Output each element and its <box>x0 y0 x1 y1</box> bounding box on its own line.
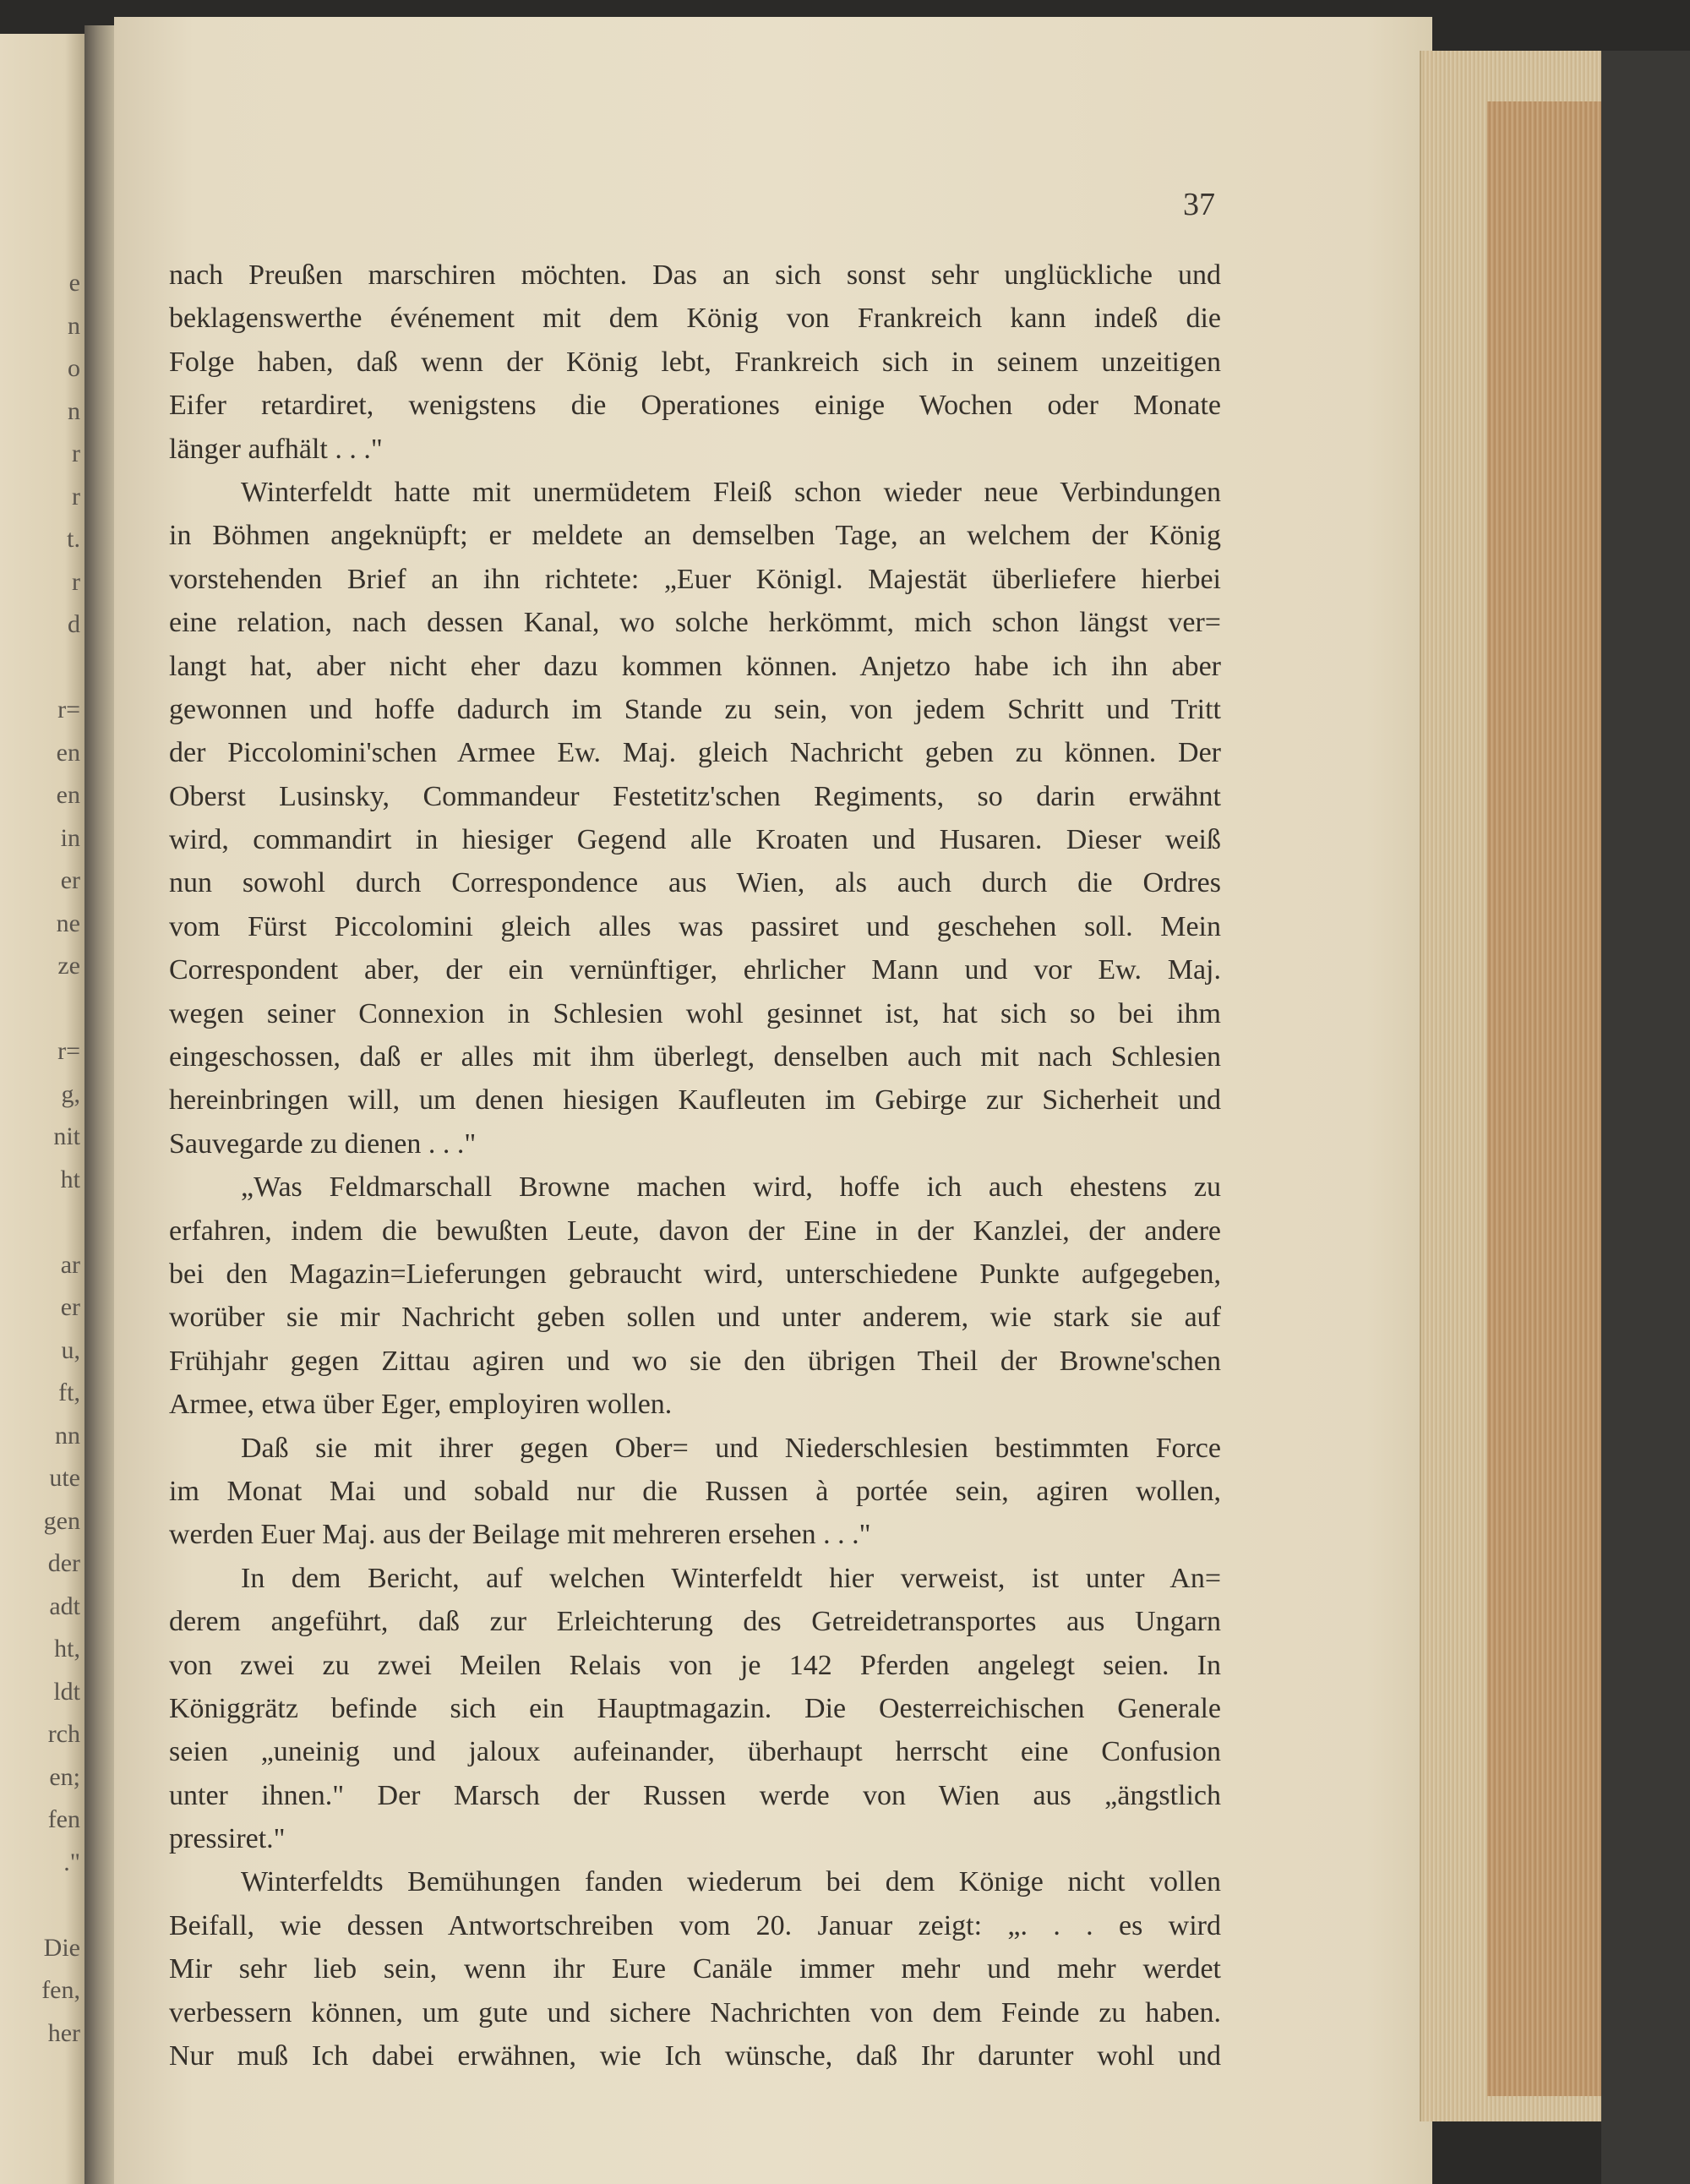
text-line: erfahren, indem die bewußten Leute, davon der Eine in der Kanzlei, der andere <box>169 1215 1221 1247</box>
page-edges-shadow <box>1487 101 1601 2096</box>
text-line: Daß sie mit ihrer gegen Ober= und Niederschlesien bestimmten Force <box>241 1432 1221 1464</box>
text-line: vorstehenden Brief an ihn richtete: „Euer Königl. Majestät überliefere hierbei <box>169 563 1221 595</box>
text-line: eingeschossen, daß er alles mit ihm überlegt, denselben auch mit nach Schlesien <box>169 1041 1221 1073</box>
facing-page-line-fragment: u, <box>61 1335 80 1364</box>
text-line: bei den Magazin=Lieferungen gebraucht wird, unterschiedene Punkte aufgegeben, <box>169 1258 1221 1290</box>
text-line: Eifer retardiret, wenigstens die Operationes einige Wochen oder Monate <box>169 390 1221 422</box>
text-line: Armee, etwa über Eger, employiren wollen. <box>169 1389 673 1421</box>
body-text <box>169 254 1221 2078</box>
book-cover-edge <box>1601 51 1690 2184</box>
facing-page-line-fragment: ne <box>56 909 80 937</box>
facing-page-line-fragment: e <box>68 269 80 297</box>
facing-page-line-fragment: en <box>56 738 80 767</box>
text-line: derem angeführt, daß zur Erleichterung des Getreidetransportes aus Ungarn <box>169 1606 1221 1638</box>
facing-page-line-fragment: der <box>47 1549 80 1577</box>
text-line: beklagenswerthe événement mit dem König von Frankreich kann indeß die <box>169 303 1221 335</box>
facing-page-line-fragment: er <box>60 1293 80 1321</box>
text-line: Nur muß Ich dabei erwähnen, wie Ich wünsche, daß Ihr darunter wohl und <box>169 2040 1221 2072</box>
facing-page-line-fragment: r= <box>57 696 80 723</box>
text-line: Winterfeldt hatte mit unermüdetem Fleiß schon wieder neue Verbindungen <box>241 476 1221 508</box>
facing-page-line-fragment: nit <box>53 1122 80 1150</box>
facing-page-line-fragment: her <box>47 2018 80 2047</box>
text-line: Königgrätz befinde sich ein Hauptmagazin. Die Oesterreichischen Generale <box>169 1692 1221 1724</box>
facing-page-line-fragment: rch <box>47 1720 80 1748</box>
text-line: Mir sehr lieb sein, wenn ihr Eure Canäle immer mehr und mehr werdet <box>169 1953 1221 1985</box>
facing-page-line-fragment: g, <box>61 1079 80 1108</box>
facing-page-line-fragment: n <box>68 311 80 340</box>
facing-page-line-fragment: adt <box>49 1592 80 1620</box>
facing-page-line-fragment: r <box>72 482 80 511</box>
facing-page-line-fragment: fen, <box>41 1976 80 2004</box>
text-line: der Piccolomini'schen Armee Ew. Maj. gleich Nachricht geben zu können. Der <box>169 737 1221 769</box>
text-line: nun sowohl durch Correspondence aus Wien, als auch durch die Ordres <box>169 867 1221 899</box>
facing-page-line-fragment: ft, <box>58 1379 80 1406</box>
facing-page-line-fragment: ute <box>49 1464 80 1492</box>
facing-page-line-fragment: ar <box>60 1250 80 1279</box>
text-line: eine relation, nach dessen Kanal, wo solche herkömmt, mich schon längst ver= <box>169 607 1221 639</box>
text-line: seien „uneinig und jaloux aufeinander, überhaupt herrscht eine Confusion <box>169 1736 1221 1768</box>
facing-page-line-fragment: en; <box>49 1762 80 1791</box>
text-line: Folge haben, daß wenn der König lebt, Frankreich sich in seinem unzeitigen <box>169 346 1221 378</box>
text-line: gewonnen und hoffe dadurch im Stande zu sein, von jedem Schritt und Tritt <box>169 693 1221 725</box>
facing-page-line-fragment: d <box>68 610 80 638</box>
page-number: 37 <box>1183 187 1215 222</box>
text-line: verbessern können, um gute und sichere Nachrichten von dem Feinde zu haben. <box>169 1996 1221 2028</box>
text-line: länger aufhält . . ." <box>169 433 383 465</box>
facing-page-line-fragment: in <box>60 823 80 852</box>
facing-page-line-fragment: fen <box>47 1805 80 1833</box>
facing-page-line-fragment: nn <box>55 1421 80 1450</box>
facing-page-line-fragment: r <box>72 567 80 596</box>
facing-page-line-fragment: ze <box>57 952 80 980</box>
facing-page-line-fragment: t. <box>67 525 80 553</box>
text-line: im Monat Mai und sobald nur die Russen à portée sein, agiren wollen, <box>169 1475 1221 1507</box>
facing-page-line-fragment: ht, <box>54 1635 80 1663</box>
text-line: Beifall, wie dessen Antwortschreiben vom 20. Januar zeigt: „. . . es wird <box>169 1909 1221 1941</box>
text-line: langt hat, aber nicht eher dazu kommen können. Anjetzo habe ich ihn aber <box>169 650 1221 682</box>
text-line: unter ihnen." Der Marsch der Russen werde von Wien aus „ängstlich <box>169 1779 1221 1811</box>
facing-page-line-fragment: r= <box>57 1037 80 1065</box>
facing-page-line-fragment: o <box>68 354 80 382</box>
text-line: vom Fürst Piccolomini gleich alles was passiret und geschehen soll. Mein <box>169 910 1221 942</box>
facing-page-line-fragment: n <box>68 396 80 425</box>
text-line: pressiret." <box>169 1823 286 1855</box>
facing-page-line-fragment: ht <box>60 1165 80 1193</box>
text-line: Correspondent aber, der ein vernünftiger, ehrlicher Mann und vor Ew. Maj. <box>169 954 1221 986</box>
facing-page-line-fragment: en <box>56 781 80 809</box>
facing-page-line-fragment: ldt <box>53 1677 80 1706</box>
text-line: Winterfeldts Bemühungen fanden wiederum bei dem Könige nicht vollen <box>241 1866 1221 1898</box>
text-line: in Böhmen angeknüpft; er meldete an demselben Tage, an welchem der König <box>169 520 1221 552</box>
text-line: hereinbringen will, um denen hiesigen Kaufleuten im Gebirge zur Sicherheit und <box>169 1084 1221 1117</box>
book-gutter <box>84 25 118 2184</box>
text-line: In dem Bericht, auf welchen Winterfeldt hier verweist, ist unter An= <box>241 1562 1221 1594</box>
text-line: Sauvegarde zu dienen . . ." <box>169 1127 477 1160</box>
facing-page-line-fragment: ." <box>63 1848 80 1876</box>
text-line: von zwei zu zwei Meilen Relais von je 142 Pferden angelegt seien. In <box>169 1649 1221 1681</box>
text-line: worüber sie mir Nachricht geben sollen und unter anderem, wie stark sie auf <box>169 1302 1221 1334</box>
text-line: wegen seiner Connexion in Schlesien wohl gesinnet ist, hat sich so bei ihm <box>169 997 1221 1029</box>
text-line: Oberst Lusinsky, Commandeur Festetitz'schen Regiments, so darin erwähnt <box>169 780 1221 812</box>
facing-page-line-fragment: gen <box>43 1506 80 1535</box>
text-line: werden Euer Maj. aus der Beilage mit mehreren ersehen . . ." <box>169 1519 871 1551</box>
facing-page-line-fragment: er <box>60 866 80 894</box>
facing-page-line-fragment: r <box>72 440 80 467</box>
text-line: wird, commandirt in hiesiger Gegend alle Kroaten und Husaren. Dieser weiß <box>169 824 1221 856</box>
text-line: Frühjahr gegen Zittau agiren und wo sie den übrigen Theil der Browne'schen <box>169 1345 1221 1377</box>
text-line: „Was Feldmarschall Browne machen wird, hoffe ich auch ehestens zu <box>241 1171 1221 1204</box>
text-line: nach Preußen marschiren möchten. Das an sich sonst sehr unglückliche und <box>169 259 1221 291</box>
facing-page-line-fragment: Die <box>43 1933 80 1962</box>
